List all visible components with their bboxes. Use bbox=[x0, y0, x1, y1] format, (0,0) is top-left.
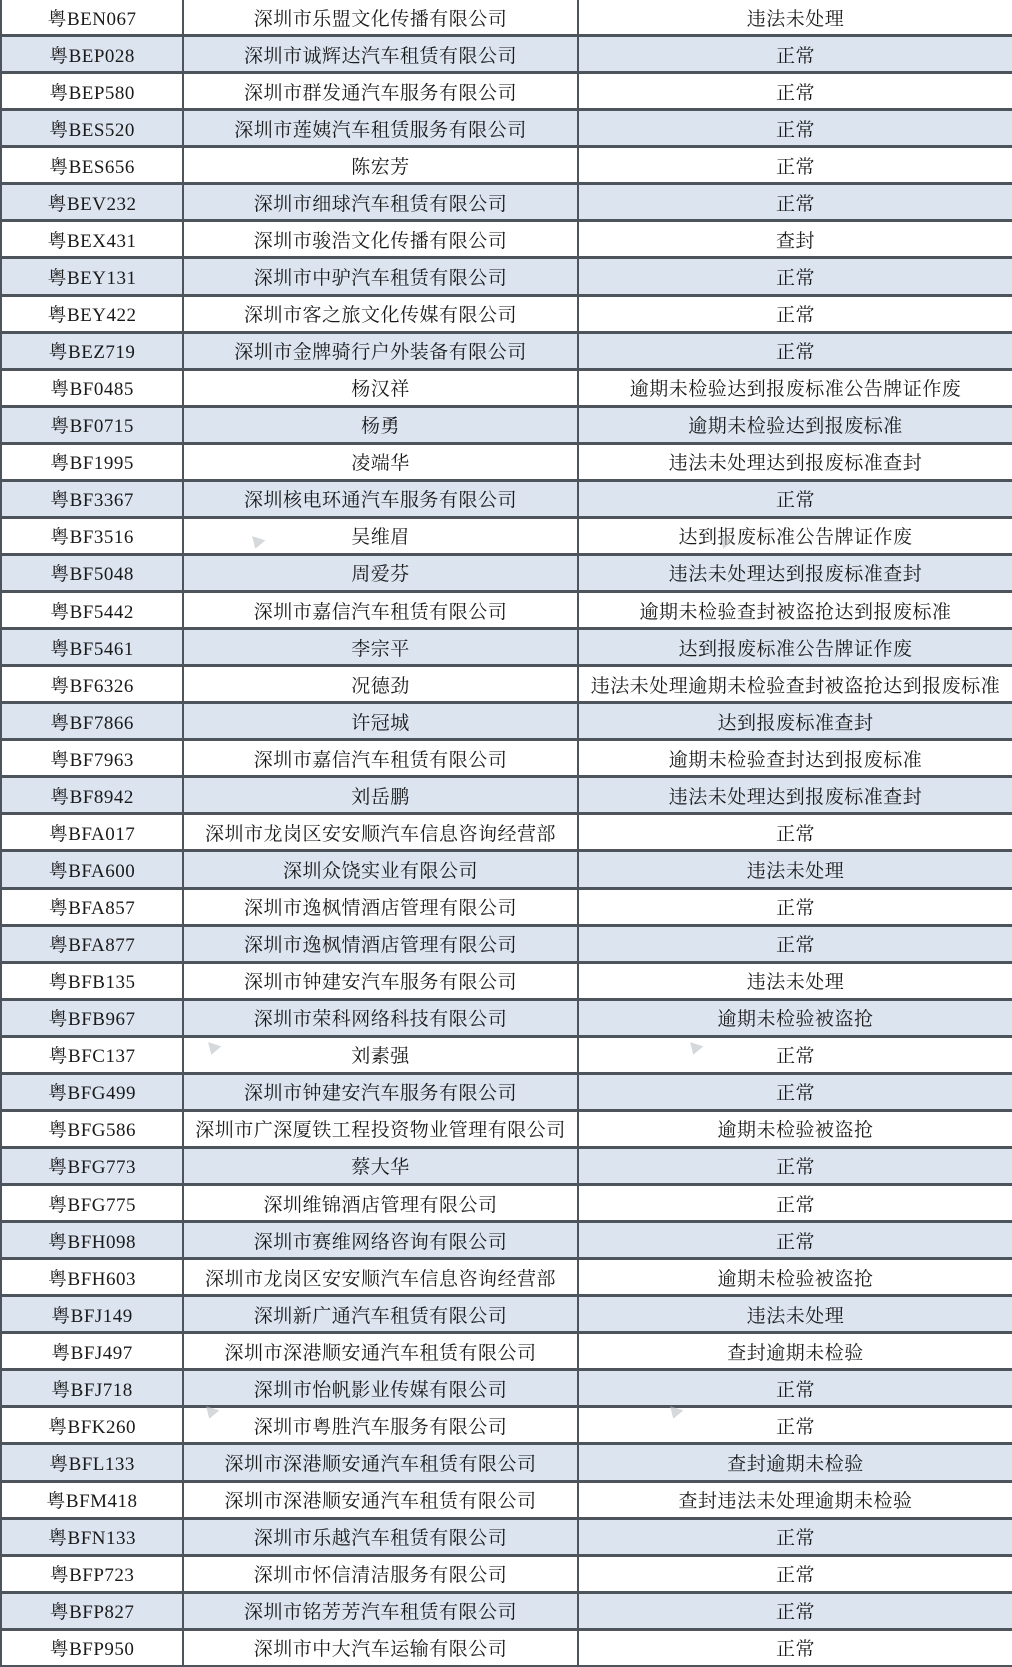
table-row bbox=[2, 445, 1012, 482]
owner-cell: 深圳市钟建安汽车服务有限公司 bbox=[184, 964, 579, 998]
status-cell: 正常 bbox=[775, 193, 815, 215]
status-cell: 正常 bbox=[775, 1416, 815, 1438]
plate-cell: 粤BFC137 bbox=[2, 1038, 184, 1072]
owner-cell: 深圳众饶实业有限公司 bbox=[184, 852, 579, 886]
table-row bbox=[2, 1631, 1012, 1667]
owner-cell: 深圳市乐越汽车租赁有限公司 bbox=[184, 1520, 579, 1554]
table-row bbox=[2, 1594, 1012, 1631]
plate-cell: 粤BEX431 bbox=[2, 222, 184, 256]
plate-cell: 粤BES656 bbox=[2, 148, 184, 182]
owner-cell: 深圳市诚辉达汽车租赁有限公司 bbox=[184, 37, 579, 71]
owner-cell: 深圳市骏浩文化传播有限公司 bbox=[184, 222, 579, 256]
plate-cell: 粤BFL133 bbox=[2, 1445, 184, 1479]
owner-cell: 深圳市龙岗区安安顺汽车信息咨询经营部 bbox=[184, 815, 579, 849]
status-cell: 正常 bbox=[775, 342, 815, 364]
owner-cell: 杨汉祥 bbox=[184, 371, 579, 405]
table-row bbox=[2, 1371, 1012, 1408]
owner-cell: 凌端华 bbox=[184, 445, 579, 479]
status-cell: 逾期未检验查封达到报废标准 bbox=[668, 749, 923, 771]
status-cell: 正常 bbox=[775, 935, 815, 957]
table-row bbox=[2, 1186, 1012, 1223]
status-cell: 正常 bbox=[775, 82, 815, 104]
plate-cell: 粤BFG775 bbox=[2, 1186, 184, 1220]
plate-cell: 粤BFG499 bbox=[2, 1075, 184, 1109]
owner-cell: 深圳市嘉信汽车租赁有限公司 bbox=[184, 593, 579, 627]
status-cell: 违法未处理 bbox=[746, 860, 845, 882]
status-cell: 正常 bbox=[775, 119, 815, 141]
plate-cell: 粤BFJ718 bbox=[2, 1371, 184, 1405]
table-row bbox=[2, 259, 1012, 296]
table-row bbox=[2, 371, 1012, 408]
table-row bbox=[2, 185, 1012, 222]
status-cell: 正常 bbox=[775, 267, 815, 289]
status-cell: 正常 bbox=[775, 1194, 815, 1216]
plate-cell: 粤BEZ719 bbox=[2, 334, 184, 368]
plate-cell: 粤BF6326 bbox=[2, 667, 184, 701]
owner-cell: 深圳市莲姨汽车租赁服务有限公司 bbox=[184, 111, 579, 145]
owner-cell: 深圳市粤胜汽车服务有限公司 bbox=[184, 1408, 579, 1442]
table-row bbox=[2, 1001, 1012, 1038]
table-row bbox=[2, 519, 1012, 556]
plate-cell: 粤BFJ149 bbox=[2, 1297, 184, 1331]
owner-cell: 深圳市荣科网络科技有限公司 bbox=[184, 1001, 579, 1035]
plate-cell: 粤BFJ497 bbox=[2, 1334, 184, 1368]
plate-cell: 粤BFP950 bbox=[2, 1631, 184, 1665]
plate-cell: 粤BFA600 bbox=[2, 852, 184, 886]
owner-cell: 深圳市龙岗区安安顺汽车信息咨询经营部 bbox=[184, 1260, 579, 1294]
owner-cell: 深圳市逸枫情酒店管理有限公司 bbox=[184, 890, 579, 924]
status-cell: 正常 bbox=[775, 490, 815, 512]
status-cell: 达到报废标准公告牌证作废 bbox=[678, 638, 913, 660]
table-row bbox=[2, 1520, 1012, 1557]
plate-cell: 粤BF1995 bbox=[2, 445, 184, 479]
owner-cell: 深圳市细球汽车租赁有限公司 bbox=[184, 185, 579, 219]
plate-cell: 粤BF3367 bbox=[2, 482, 184, 516]
owner-cell: 深圳市怡帆影业传媒有限公司 bbox=[184, 1371, 579, 1405]
plate-cell: 粤BFA857 bbox=[2, 890, 184, 924]
status-cell: 查封逾期未检验 bbox=[727, 1453, 864, 1475]
table-row bbox=[2, 111, 1012, 148]
table-row bbox=[2, 1038, 1012, 1075]
table-row bbox=[2, 667, 1012, 704]
status-cell: 正常 bbox=[775, 823, 815, 845]
plate-cell: 粤BEP028 bbox=[2, 37, 184, 71]
table-row bbox=[2, 1557, 1012, 1594]
status-cell: 违法未处理 bbox=[746, 1305, 845, 1327]
table-row bbox=[2, 556, 1012, 593]
plate-cell: 粤BF5461 bbox=[2, 630, 184, 664]
status-cell: 达到报废标准公告牌证作废 bbox=[678, 527, 913, 549]
owner-cell: 陈宏芳 bbox=[184, 148, 579, 182]
status-cell: 违法未处理 bbox=[746, 8, 845, 30]
plate-cell: 粤BEP580 bbox=[2, 74, 184, 108]
status-cell: 正常 bbox=[775, 898, 815, 920]
plate-cell: 粤BEV232 bbox=[2, 185, 184, 219]
table-row bbox=[2, 1149, 1012, 1186]
owner-cell: 深圳市逸枫情酒店管理有限公司 bbox=[184, 927, 579, 961]
table-row bbox=[2, 1445, 1012, 1482]
status-cell: 正常 bbox=[775, 156, 815, 178]
table-row bbox=[2, 37, 1012, 74]
table-row bbox=[2, 1223, 1012, 1260]
owner-cell: 深圳市客之旅文化传媒有限公司 bbox=[184, 297, 579, 331]
owner-cell: 深圳市深港顺安通汽车租赁有限公司 bbox=[184, 1483, 579, 1517]
status-cell: 违法未处理 bbox=[746, 972, 845, 994]
plate-cell: 粤BEY422 bbox=[2, 297, 184, 331]
table-row bbox=[2, 1334, 1012, 1371]
plate-cell: 粤BF0485 bbox=[2, 371, 184, 405]
status-cell: 正常 bbox=[775, 1231, 815, 1253]
owner-cell: 深圳市广深厦铁工程投资物业管理有限公司 bbox=[184, 1112, 579, 1146]
table-row bbox=[2, 852, 1012, 889]
owner-cell: 深圳市中大汽车运输有限公司 bbox=[184, 1631, 579, 1665]
table-row bbox=[2, 778, 1012, 815]
table-row bbox=[2, 1408, 1012, 1445]
plate-cell: 粤BFK260 bbox=[2, 1408, 184, 1442]
owner-cell: 深圳市铭芳芳汽车租赁有限公司 bbox=[184, 1594, 579, 1628]
status-cell: 正常 bbox=[775, 1565, 815, 1587]
owner-cell: 深圳市群发通汽车服务有限公司 bbox=[184, 74, 579, 108]
plate-cell: 粤BEY131 bbox=[2, 259, 184, 293]
status-cell: 正常 bbox=[775, 1528, 815, 1550]
status-cell: 正常 bbox=[775, 1379, 815, 1401]
table-row bbox=[2, 408, 1012, 445]
plate-cell: 粤BFN133 bbox=[2, 1520, 184, 1554]
table-row bbox=[2, 927, 1012, 964]
status-cell: 正常 bbox=[775, 1602, 815, 1624]
plate-cell: 粤BFB967 bbox=[2, 1001, 184, 1035]
owner-cell: 深圳市金牌骑行户外装备有限公司 bbox=[184, 334, 579, 368]
owner-cell: 许冠城 bbox=[184, 704, 579, 738]
owner-cell: 李宗平 bbox=[184, 630, 579, 664]
owner-cell: 深圳市赛维网络咨询有限公司 bbox=[184, 1223, 579, 1257]
plate-cell: 粤BFG773 bbox=[2, 1149, 184, 1183]
table-row bbox=[2, 1297, 1012, 1334]
status-cell: 逾期未检验达到报废标准 bbox=[688, 416, 903, 438]
table-row bbox=[2, 1260, 1012, 1297]
table-row bbox=[2, 0, 1012, 37]
plate-cell: 粤BF0715 bbox=[2, 408, 184, 442]
table-row bbox=[2, 1483, 1012, 1520]
status-cell: 逾期未检验被盗抢 bbox=[717, 1268, 874, 1290]
status-cell: 违法未处理达到报废标准查封 bbox=[668, 564, 923, 586]
owner-cell: 深圳市乐盟文化传播有限公司 bbox=[184, 0, 579, 34]
status-cell: 违法未处理达到报废标准查封 bbox=[668, 786, 923, 808]
status-cell: 正常 bbox=[775, 1083, 815, 1105]
owner-cell: 深圳维锦酒店管理有限公司 bbox=[184, 1186, 579, 1220]
plate-cell: 粤BF5048 bbox=[2, 556, 184, 590]
status-cell: 逾期未检验查封被盗抢达到报废标准 bbox=[639, 601, 952, 623]
owner-cell: 深圳市中驴汽车租赁有限公司 bbox=[184, 259, 579, 293]
plate-cell: 粤BFA877 bbox=[2, 927, 184, 961]
owner-cell: 深圳新广通汽车租赁有限公司 bbox=[184, 1297, 579, 1331]
table-row bbox=[2, 890, 1012, 927]
table-row bbox=[2, 482, 1012, 519]
status-cell: 违法未处理达到报废标准查封 bbox=[668, 453, 923, 475]
table-row bbox=[2, 593, 1012, 630]
table-row bbox=[2, 148, 1012, 185]
table-row bbox=[2, 704, 1012, 741]
status-cell: 正常 bbox=[775, 1639, 815, 1661]
table-row bbox=[2, 297, 1012, 334]
plate-cell: 粤BF7963 bbox=[2, 741, 184, 775]
plate-cell: 粤BFP827 bbox=[2, 1594, 184, 1628]
owner-cell: 深圳市深港顺安通汽车租赁有限公司 bbox=[184, 1445, 579, 1479]
owner-cell: 刘岳鹏 bbox=[184, 778, 579, 812]
owner-cell: 刘素强 bbox=[184, 1038, 579, 1072]
plate-cell: 粤BFM418 bbox=[2, 1483, 184, 1517]
table-row bbox=[2, 222, 1012, 259]
plate-cell: 粤BEN067 bbox=[2, 0, 184, 34]
owner-cell: 深圳市怀信清洁服务有限公司 bbox=[184, 1557, 579, 1591]
status-cell: 正常 bbox=[775, 305, 815, 327]
table-row bbox=[2, 1112, 1012, 1149]
status-cell: 逾期未检验被盗抢 bbox=[717, 1120, 874, 1142]
plate-cell: 粤BFP723 bbox=[2, 1557, 184, 1591]
status-cell: 逾期未检验被盗抢 bbox=[717, 1009, 874, 1031]
table-row bbox=[2, 334, 1012, 371]
status-cell: 正常 bbox=[775, 1157, 815, 1179]
owner-cell: 周爱芬 bbox=[184, 556, 579, 590]
plate-cell: 粤BFH603 bbox=[2, 1260, 184, 1294]
table-row bbox=[2, 741, 1012, 778]
status-cell: 查封逾期未检验 bbox=[727, 1342, 864, 1364]
plate-cell: 粤BF7866 bbox=[2, 704, 184, 738]
table-row bbox=[2, 815, 1012, 852]
owner-cell: 深圳市嘉信汽车租赁有限公司 bbox=[184, 741, 579, 775]
plate-cell: 粤BF8942 bbox=[2, 778, 184, 812]
table-row bbox=[2, 964, 1012, 1001]
owner-cell: 蔡大华 bbox=[184, 1149, 579, 1183]
owner-cell: 杨勇 bbox=[184, 408, 579, 442]
status-cell: 达到报废标准查封 bbox=[717, 712, 874, 734]
table-row bbox=[2, 1075, 1012, 1112]
plate-cell: 粤BFG586 bbox=[2, 1112, 184, 1146]
plate-cell: 粤BF5442 bbox=[2, 593, 184, 627]
plate-cell: 粤BES520 bbox=[2, 111, 184, 145]
owner-cell: 吴维眉 bbox=[184, 519, 579, 553]
table-row bbox=[2, 630, 1012, 667]
owner-cell: 深圳市深港顺安通汽车租赁有限公司 bbox=[184, 1334, 579, 1368]
plate-cell: 粤BFB135 bbox=[2, 964, 184, 998]
status-cell: 查封违法未处理逾期未检验 bbox=[678, 1491, 913, 1513]
plate-cell: 粤BF3516 bbox=[2, 519, 184, 553]
owner-cell: 深圳核电环通汽车服务有限公司 bbox=[184, 482, 579, 516]
status-cell: 逾期未检验达到报废标准公告牌证作废 bbox=[629, 379, 962, 401]
owner-cell: 况德劲 bbox=[184, 667, 579, 701]
owner-cell: 深圳市钟建安汽车服务有限公司 bbox=[184, 1075, 579, 1109]
status-cell: 正常 bbox=[775, 45, 815, 67]
plate-cell: 粤BFH098 bbox=[2, 1223, 184, 1257]
status-cell: 违法未处理逾期未检验查封被盗抢达到报废标准 bbox=[590, 675, 1001, 697]
status-cell: 正常 bbox=[775, 1046, 815, 1068]
status-cell: 查封 bbox=[775, 230, 815, 252]
plate-cell: 粤BFA017 bbox=[2, 815, 184, 849]
table-row bbox=[2, 74, 1012, 111]
